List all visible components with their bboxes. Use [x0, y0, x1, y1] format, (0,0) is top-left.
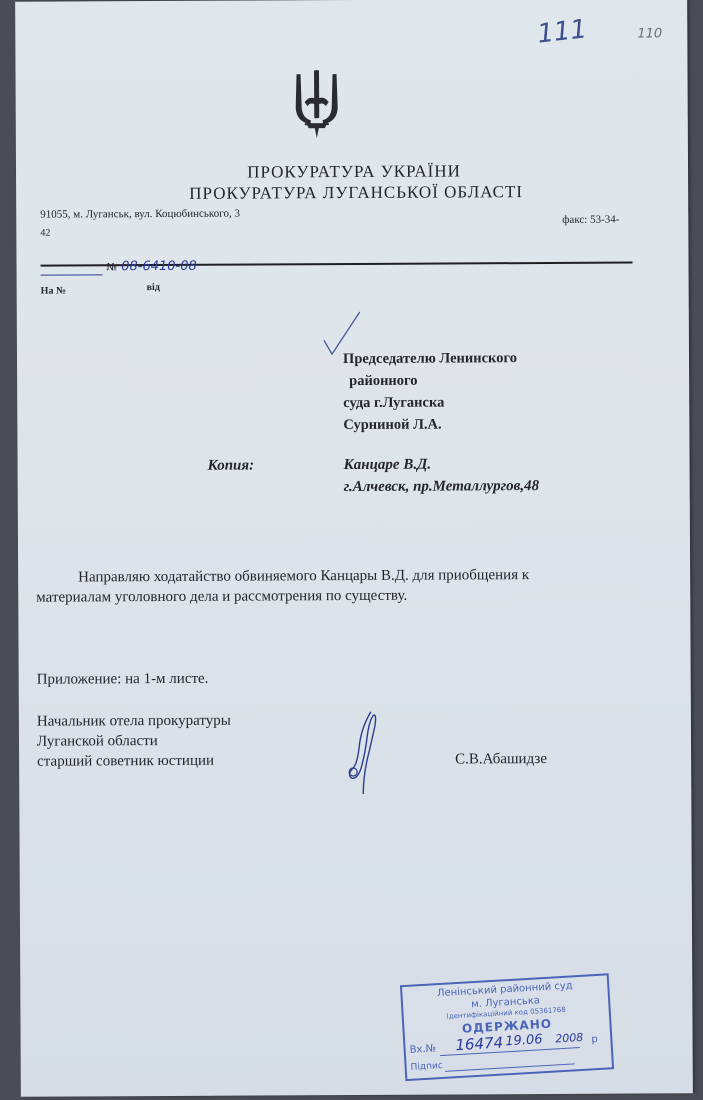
outgoing-ref: [40, 259, 250, 276]
attachment-note: Приложение: на 1-м листе.: [36, 670, 209, 688]
recipient-line-4: Сурниной Л.А.: [343, 416, 442, 434]
fax: факс: 53-34-: [562, 213, 620, 226]
in-reply-label: На №: [40, 285, 67, 297]
copy-block: [344, 453, 540, 498]
address: 91055, м. Луганськ, вул. Коцюбинського, 3: [40, 207, 240, 221]
signatory-position-line-3: старший советник юстиции: [37, 752, 215, 770]
signatory-name: С.В.Абашидзе: [455, 750, 548, 768]
outgoing-ref-number: 08-6410-08: [121, 258, 197, 275]
number-symbol: №: [106, 262, 118, 274]
stamp-received: ОДЕРЖАНО: [461, 1016, 553, 1036]
copy-label: Копия:: [207, 457, 255, 474]
recipient-line-2: районного: [349, 372, 418, 390]
handwritten-signature-icon: [341, 708, 387, 798]
fax-tail: 42: [40, 227, 51, 239]
stamp-in-no-value: 16474: [454, 1033, 504, 1055]
document-page: [15, 0, 693, 1097]
stamp-date-value: 19.06: [504, 1032, 543, 1050]
stamp-id-code: Ідентифікаційний код 05361768: [446, 1005, 566, 1021]
stamp-signature-label: Підпис: [410, 1060, 444, 1073]
body-text: [36, 564, 651, 607]
stamp-in-no-label: Вх.№: [409, 1043, 437, 1056]
signatory-position: [37, 711, 231, 772]
trident-icon: [290, 68, 342, 142]
body-line-2: материалам уголовного дела и рассмотрения по существу.: [36, 587, 408, 606]
from-label: від: [146, 282, 160, 294]
pencil-page-number: 110: [637, 26, 663, 42]
stamp-city: м. Луганська: [470, 995, 541, 1011]
stamp-year-suffix: р: [591, 1034, 599, 1046]
copy-name: Канцаре В.Д.: [343, 456, 432, 474]
letterhead-line-1: ПРОКУРАТУРА УКРАЇНИ: [247, 161, 461, 182]
stamp-year-value: 2008: [554, 1030, 584, 1046]
body-line-1: Направляю ходатайство обвиняемого Канцары В.Д. для приобщения к: [78, 567, 530, 586]
recipient-block: [343, 347, 517, 436]
signatory-position-line-1: Начальник отела прокуратуры: [36, 712, 231, 730]
archive-page-number: 111: [535, 14, 589, 50]
copy-address: г.Алчевск, пр.Металлургов,48: [343, 478, 540, 496]
recipient-line-1: Председателю Ленинского: [342, 350, 517, 368]
recipient-line-3: суда г.Луганска: [343, 394, 445, 412]
stamp-court-name: Ленінський районний суд: [436, 980, 573, 1000]
signatory-position-line-2: Луганской области: [36, 733, 158, 750]
letterhead-line-2: ПРОКУРАТУРА ЛУГАНСЬКОЇ ОБЛАСТІ: [189, 182, 524, 203]
received-stamp: [400, 973, 614, 1081]
